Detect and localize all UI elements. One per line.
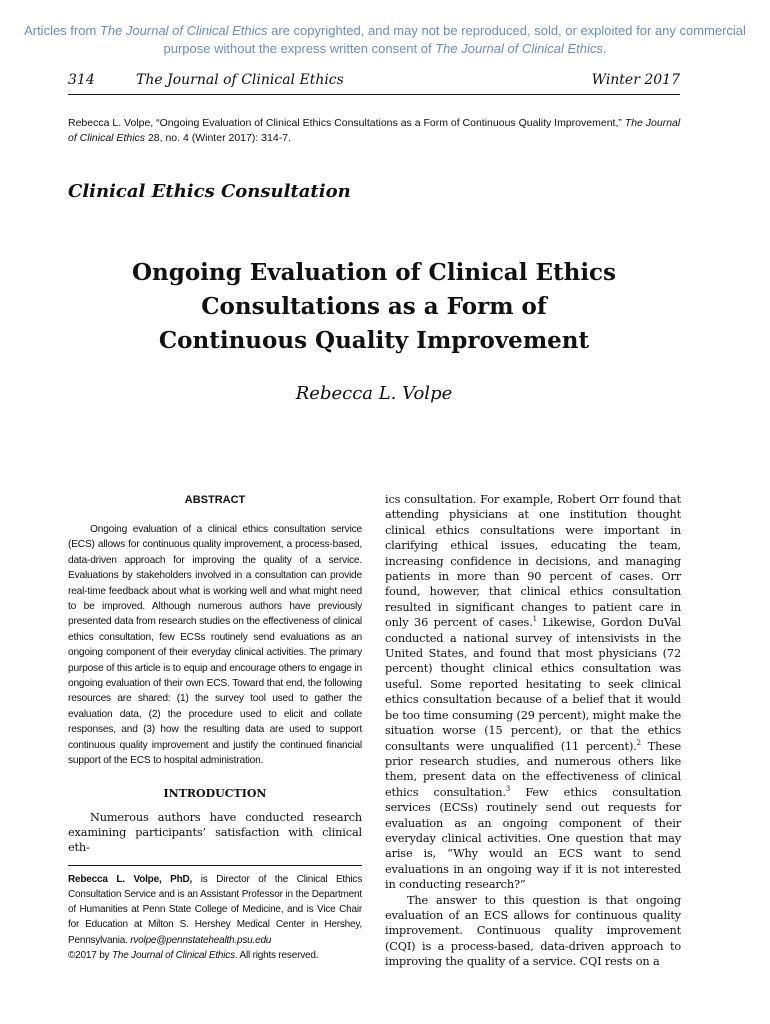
citation	[68, 116, 682, 146]
copyright-prefix: ©2017 by	[68, 949, 112, 961]
title-line: Consultations as a Form of	[201, 293, 547, 320]
running-head	[68, 72, 680, 95]
left-column	[68, 492, 362, 963]
body-text: ics consultation. For example, Robert Orr found that attending physicians at one institution thought clinical ethics consultations were important in clarifying ethical issues, educating the team, increasing confidence in decisions, and managing patients in more than 90 percent of cases. Orr found, however, that clinical ethics consultation resulted in significant changes to patient care in only 36 percent of cases.	[385, 493, 681, 630]
running-head-journal: The Journal of Clinical Ethics	[136, 72, 344, 88]
article-title	[68, 256, 680, 358]
author-email-link[interactable]: rvolpe@pennstatehealth.psu.edu	[130, 934, 272, 946]
abstract-heading: ABSTRACT	[184, 494, 246, 506]
notice-journal-2: The Journal of Clinical Ethics	[435, 41, 603, 56]
body-text: Likewise, Gordon DuVal conducted a national survey of intensivists in the United States, and found that most physicians (72 percent) thought clinical ethics consultation was useful. Some reported hesitating to seek clinical ethics consultation because of a belief that it would be too time consuming (29 percent), might make the situation worse (15 percent), or that the ethics consultants were unqualified (11 percent).	[385, 616, 681, 753]
body-text: Few ethics consultation services (ECSs) routinely send out requests for evaluation as an ongoing component of their everyday clinical activities. One question that may arise is, “Why would an ECS want to send evaluations in an ongoing way if it is not interested in conducting research?”	[385, 785, 681, 892]
notice-middle: are copyrighted, and may not be reproduced, sold, or exploited for any commercial purpose without the express written consent of	[163, 23, 746, 56]
author-bio	[68, 872, 362, 963]
notice-prefix: Articles from	[24, 23, 100, 38]
reference-marker[interactable]: 3	[505, 784, 511, 793]
page-number: 314	[68, 72, 95, 88]
title-line: Continuous Quality Improvement	[158, 327, 590, 354]
running-head-issue: Winter 2017	[591, 72, 680, 88]
body-text: These prior research studies, and numerous others like them, present data on the effectiveness of clinical ethics consultation.	[385, 739, 681, 799]
body-paragraph: The answer to this question is that ongoing evaluation of an ECS allows for continuous quality improvement. Continuous quality improvement (CQI) is a process-based, data-driven approach to improving the quality of a service. CQI rests on a	[385, 893, 681, 969]
reference-marker[interactable]: 1	[532, 615, 537, 624]
notice-journal: The Journal of Clinical Ethics	[99, 23, 268, 38]
body-paragraph	[385, 492, 681, 893]
notice-suffix: .	[602, 41, 607, 56]
abstract-body: Ongoing evaluation of a clinical ethics consultation service (ECS) allows for continuous quality improvement, a process-based, data-driven approach for improving the quality of a service. Evaluations by stakeholders involved in a consultation can provide real-time feedback about what is working well and what might need to be improved. Although numerous authors have previously presented data from research studies on the effectiveness of clinical ethics consultation, few ECSs routinely send evaluations as an ongoing component of their everyday clinical activities. The primary purpose of this article is to equip and encourage others to engage in ongoing evaluation of their own ECS. Toward that end, the following resources are shared: (1) the survey tool used to gather the evaluation data, (2) the procedure used to elicit and collate responses, and (3) how the resulting data are used to support continuous quality improvement and justify the continued financial support of the ECS to hospital administration.	[68, 524, 362, 767]
right-column	[385, 492, 681, 970]
introduction-paragraph: Numerous authors have conducted research examining participants’ satisfaction with clinical eth-	[68, 810, 362, 855]
footnote-divider	[68, 865, 362, 866]
introduction-heading: INTRODUCTION	[163, 786, 267, 800]
copyright-journal: The Journal of Clinical Ethics	[111, 949, 235, 961]
bio-text: is Director of the Clinical Ethics Consultation Service and is an Assistant Professor in the Department of Humanities at Penn State College of Medicine, and is Vice Chair for Education at Milton S. Hershey Medical Center in Hershey, Pennsylvania.	[68, 873, 362, 946]
author-name: Rebecca L. Volpe	[295, 383, 453, 404]
citation-journal: The Journal of Clinical Ethics	[68, 117, 681, 144]
bio-name: Rebecca L. Volpe, PhD,	[68, 873, 193, 885]
reference-marker[interactable]: 2	[636, 738, 641, 747]
copyright-suffix: . All rights reserved.	[234, 949, 319, 961]
citation-prefix: Rebecca L. Volpe, “Ongoing Evaluation of Clinical Ethics Consultations as a Form of Continuous Quality Improvement,”	[68, 117, 625, 129]
section-label: Clinical Ethics Consultation	[68, 181, 351, 202]
citation-suffix: 28, no. 4 (Winter 2017): 314-7.	[145, 132, 291, 144]
title-line: Ongoing Evaluation of Clinical Ethics	[131, 259, 617, 286]
copyright-notice	[0, 22, 770, 58]
